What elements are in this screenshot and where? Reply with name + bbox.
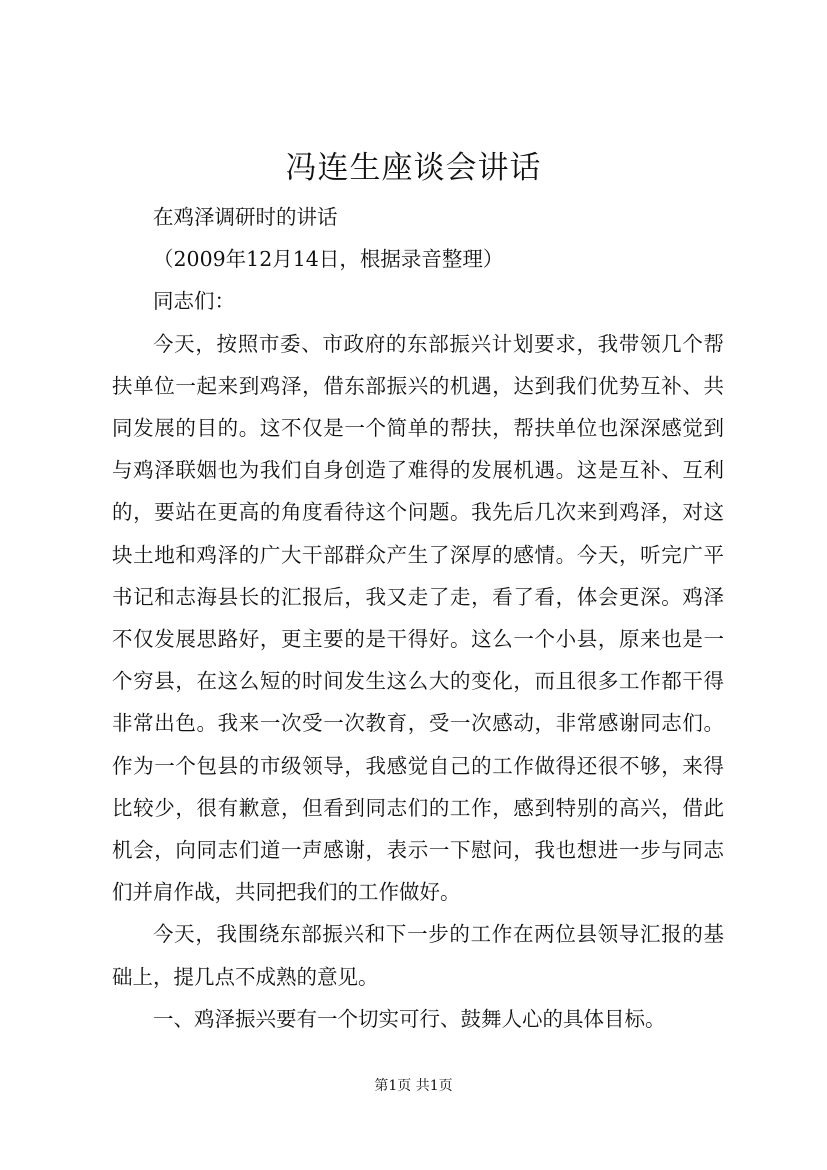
document-body bbox=[112, 196, 724, 1040]
salutation-paragraph: 同志们： bbox=[153, 289, 235, 314]
page-footer: 第1页 共1页 bbox=[374, 1078, 453, 1094]
date-paragraph: （2009年12月14日，根据录音整理） bbox=[153, 247, 504, 272]
body-paragraph: 今天，按照市委、市政府的东部振兴计划要求，我带领几个帮扶单位一起来到鸡泽，借东部振兴的机遇，达到我们优势互补、共同发展的目的。这不仅是一个简单的帮扶，帮扶单位也深深感觉到与鸡泽联姻也为我们自身创造了难得的发展机遇。这是互补、互利的，要站在更高的角度看待这个问题。我先后几次来到鸡泽，对这块土地和鸡泽的广大干部群众产生了深厚的感情。今天，听完广平书记和志海县长的汇报后，我又走了走，看了看，体会更深。鸡泽不仅发展思路好，更主要的是干得好。这么一个小县，原来也是一个穷县，在这么短的时间发生这么大的变化，而且很多工作都干得非常出色。我来一次受一次教育，受一次感动，非常感谢同志们。作为一个包县的市级领导，我感觉自己的工作做得还很不够，来得比较少，很有歉意，但看到同志们的工作，感到特别的高兴，借此机会，向同志们道一声感谢，表示一下慰问，我也想进一步与同志们并肩作战，共同把我们的工作做好。 bbox=[112, 331, 724, 905]
body-paragraph: 今天，我围绕东部振兴和下一步的工作在两位县领导汇报的基础上，提几点不成熟的意见。 bbox=[112, 922, 724, 989]
document-title: 冯连生座谈会讲话 bbox=[285, 150, 542, 186]
section-heading-paragraph: 一、鸡泽振兴要有一个切实可行、鼓舞人心的具体目标。 bbox=[153, 1006, 666, 1031]
subtitle-paragraph: 在鸡泽调研时的讲话 bbox=[153, 205, 338, 229]
